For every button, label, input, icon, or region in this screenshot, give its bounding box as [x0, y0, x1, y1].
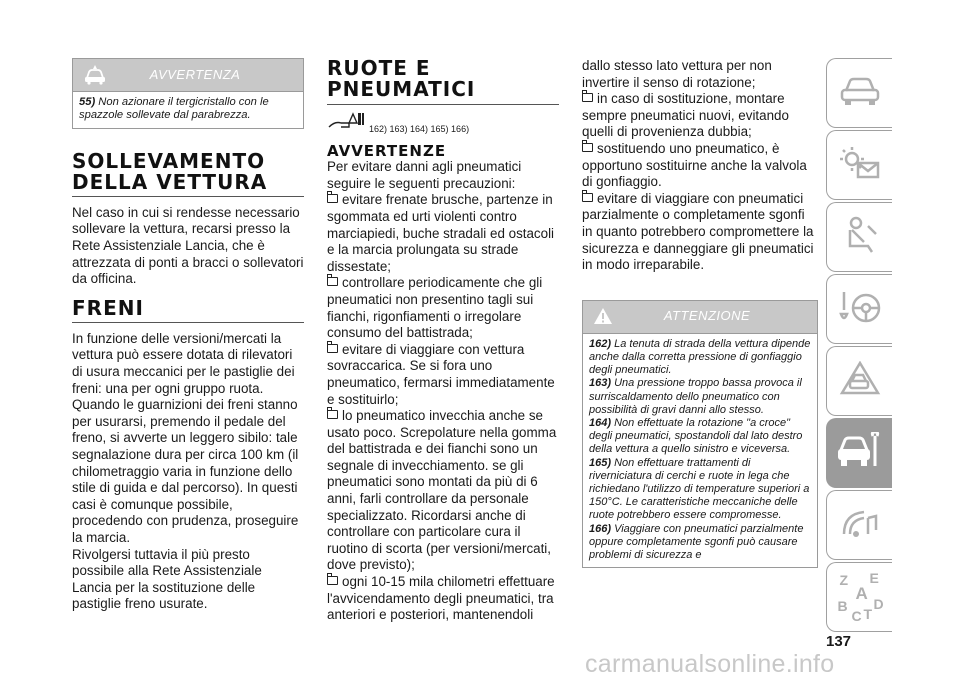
- attention-item: 165) Non effettuare trattamenti di riverniciatura di cerchi e ruote in lega che richiedano l'utilizzo di temperature superiori a 150°C. Le caratteristiche meccaniche delle ruote potrebbero essere compromesse.: [589, 456, 810, 522]
- list-item: evitare di viaggiare con vettura sovraccarica. Se si fora uno pneumatico, fermarsi immediatamente e sostituirlo;: [327, 341, 555, 407]
- index-icon: Z E A B C T D: [837, 570, 884, 624]
- list-item: ogni 10-15 mila chilometri effettuare l'avvicendamento degli pneumatici, tra anteriori e posteriori, mantenendoli: [327, 574, 555, 623]
- para-lifting: Nel caso in cui si rendesse necessario sollevare la vettura, recarsi presso la Rete Assistenziale Lancia, che è attrezzata di ponti a bracci o sollevatori da officina.: [72, 204, 304, 287]
- tab-index[interactable]: [826, 562, 892, 632]
- heading-lifting: SOLLEVAMENTO DELLA VETTURA: [72, 148, 268, 194]
- tab-multimedia[interactable]: [826, 490, 892, 560]
- tab-emergency[interactable]: [826, 346, 892, 416]
- warning-number: 55): [79, 96, 96, 108]
- refs-row: [327, 111, 559, 138]
- accident-icon: [838, 361, 882, 402]
- bullet-icon: [582, 143, 593, 152]
- warning-lights-icon: [838, 145, 882, 186]
- heading-tyres: RUOTE E PNEUMATICI: [327, 56, 476, 101]
- list-item: lo pneumatico invecchia anche se usato poco. Screpolature nella gomma del battistrada e dei fianchi sono un segnale di invecchiamento. se gli pneumatici sono montati da più di 6 anni, farli controllare da personale specializzato. Ricordarsi anche di controllare con particolare cura il ruotino di scorta (per versioni/mercati, dove previsto);: [327, 408, 557, 573]
- heading-lifting-wrap: [72, 148, 304, 197]
- bullet-icon: [327, 194, 338, 203]
- warning-box: [72, 58, 304, 129]
- bullet-icon: [582, 193, 593, 202]
- attention-title: ATTENZIONE: [663, 308, 751, 324]
- bullet-icon: [327, 576, 338, 585]
- intro-text: Per evitare danni agli pneumatici seguire le seguenti precauzioni:: [327, 159, 522, 191]
- multimedia-icon: [838, 504, 882, 547]
- attention-item: 163) Una pressione troppo bassa provoca il surriscaldamento dello pneumatico con possibilità di gravi danni allo stesso.: [589, 377, 802, 416]
- heading-tyres-wrap: [327, 58, 559, 105]
- seat-safety-icon: [840, 216, 880, 259]
- warning-body: [73, 91, 303, 128]
- car-wrench-icon: [835, 432, 885, 475]
- attention-body: [583, 333, 817, 567]
- heading-brakes: FRENI: [72, 295, 144, 320]
- refs-list: 162) 163) 164) 165) 166): [369, 124, 470, 134]
- list-item: evitare frenate brusche, partenze in sgommata ed urti violenti contro marciapiedi, buche stradali ed ostacoli e la marcia prolungata su strade dissestate;: [327, 192, 555, 274]
- car-icon: [838, 75, 882, 112]
- tab-safety[interactable]: [826, 202, 892, 272]
- tab-starting-driving[interactable]: [826, 274, 892, 344]
- bullet-icon: [582, 93, 593, 102]
- hand-warning-icon: [327, 111, 365, 138]
- attention-box: [582, 300, 818, 568]
- list-item: evitare di viaggiare con pneumatici parzialmente o completamente sgonfi in quanto potrebbero compromettere la sicurezza e danneggiare gli pneumatici in modo irreparabile.: [582, 190, 814, 273]
- heading-brakes-wrap: [72, 295, 304, 323]
- list-item: in caso di sostituzione, montare sempre pneumatici nuovi, evitando quelli di provenienza dubbia;: [582, 91, 789, 140]
- tab-maintenance[interactable]: [826, 418, 892, 488]
- list-item: sostituendo uno pneumatico, è opportuno sostituirne anche la valvola di gonfiaggio.: [582, 140, 807, 190]
- list-item: controllare periodicamente che gli pneumatici non presentino tagli sui fianchi, rigonfiamenti o irregolare consumo del battistrada;: [327, 275, 543, 341]
- continued-text: dallo stesso lato vettura per non invertire il senso di rotazione;: [582, 58, 772, 90]
- car-warning-icon: [83, 65, 107, 90]
- para-brakes-2: Quando le guarnizioni dei freni stanno per usurarsi, premendo il pedale del freno, si avverte un leggero sibilo: tale segnalazione dura per circa 100 km (il chilometraggio varia in funzione dello stile di guida e dal percorso). In questi casi è comunque possibile, procedendo con prudenza, proseguire la marcia.: [72, 397, 299, 545]
- column-middle: [327, 58, 559, 624]
- page-number: 137: [826, 633, 852, 650]
- warning-triangle-icon: [593, 307, 613, 330]
- watermark: carmanualsonline.info: [585, 650, 835, 678]
- bullet-icon: [327, 277, 338, 286]
- bullet-icon: [327, 344, 338, 353]
- attention-header: [583, 301, 817, 333]
- tab-warning-lights[interactable]: [826, 130, 892, 200]
- warning-header: [73, 59, 303, 91]
- attention-item: 162) La tenuta di strada della vettura dipende anche dalla corretta pressione di gonfiaggio degli pneumatici.: [589, 337, 811, 377]
- attention-item: 166) Viaggiare con pneumatici parzialmente oppure completamente sgonfi può causare problemi di sicurezza e: [589, 522, 804, 561]
- subheading-warnings: AVVERTENZE: [327, 141, 447, 160]
- tab-car[interactable]: [826, 58, 892, 128]
- para-brakes-3: Rivolgersi tuttavia il più presto possibile alla Rete Assistenziale Lancia per la sostituzione delle pastiglie freno usurate.: [72, 546, 262, 612]
- steering-key-icon: [838, 288, 882, 331]
- warning-text: Non azionare il tergicristallo con le spazzole sollevate dal parabrezza.: [79, 96, 269, 122]
- warning-title: AVVERTENZA: [149, 66, 241, 82]
- bullet-icon: [327, 410, 338, 419]
- column-left: [72, 58, 304, 613]
- attention-item: 164) Non effettuate la rotazione "a croce" degli pneumatici, spostandoli dal lato destro della vettura a quello sinistro e viceversa.: [589, 416, 803, 456]
- para-brakes-1: In funzione delle versioni/mercati la vettura può essere dotata di rilevatori di usura meccanici per le pastiglie dei freni: una per ogni gruppo ruota.: [72, 330, 295, 396]
- column-right: [582, 58, 818, 568]
- chapter-tabs: [826, 58, 892, 634]
